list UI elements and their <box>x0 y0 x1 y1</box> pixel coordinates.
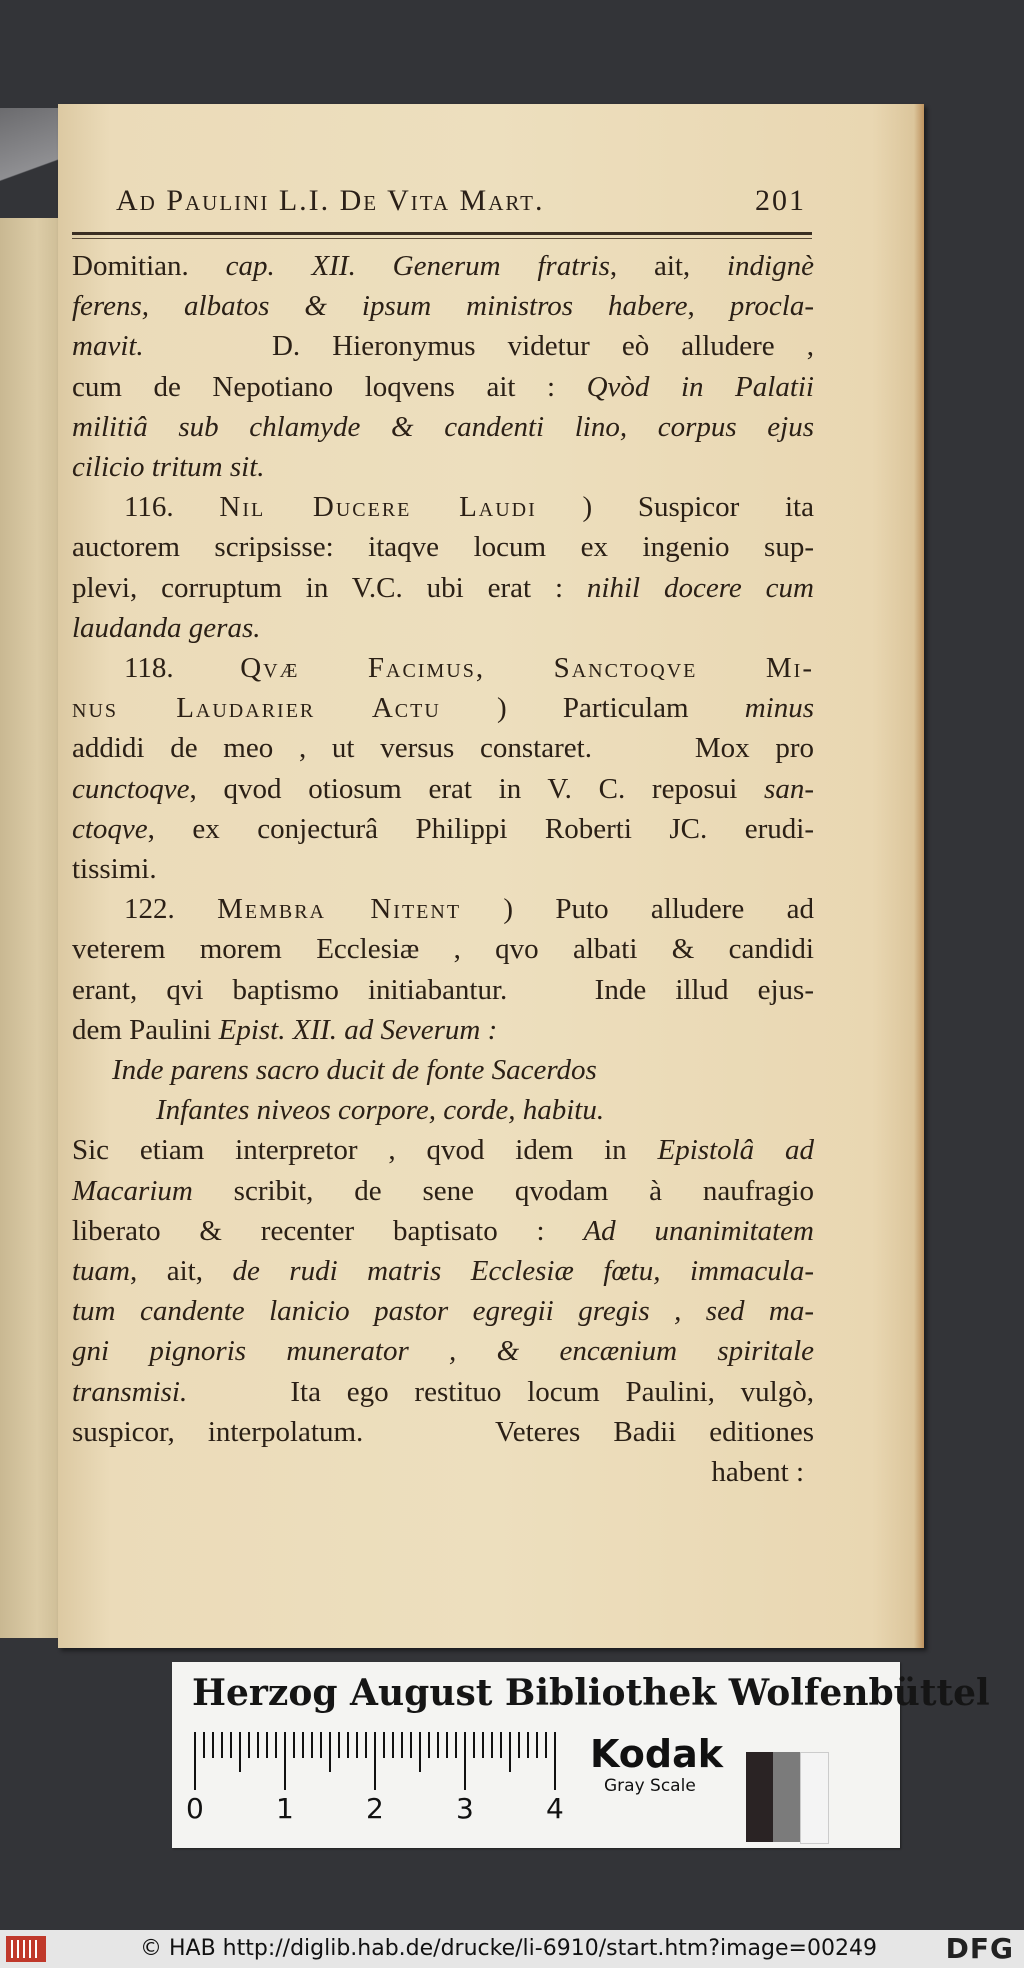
text-line: laudanda geras. <box>72 611 261 644</box>
text-line: mavit. D. Hieronymus videtur eò alludere , <box>72 330 814 363</box>
ruler-number: 4 <box>546 1792 564 1825</box>
text-line: addidi de meo , ut versus constaret. Mox pro <box>72 732 814 765</box>
text-line: Sic etiam interpretor , qvod idem in Epistolâ ad <box>72 1134 815 1167</box>
header-rule-thin <box>72 238 812 239</box>
gray-swatch-dark <box>746 1752 773 1842</box>
text-line: erant, qvi baptismo initiabantur. Inde illud ejus- <box>72 973 814 1006</box>
text-line: liberato & recenter baptisato : Ad unanimitatem <box>72 1214 814 1247</box>
text-line: cum de Nepotiano loqvens ait : Qvòd in Palatii <box>72 370 814 403</box>
gray-swatch-light <box>800 1752 829 1844</box>
header-rule <box>72 232 812 235</box>
text-line: gni pignoris munerator , & encænium spiritale <box>72 1335 814 1368</box>
library-name: Herzog August Bibliothek Wolfenbüttel <box>192 1672 990 1714</box>
gray-swatch-mid <box>773 1752 800 1842</box>
text-line: Infantes niveos corpore, corde, habitu. <box>156 1094 605 1127</box>
text-line: veterem morem Ecclesiæ , qvo albati & candidi <box>72 933 814 966</box>
dfg-logo: DFG <box>945 1932 1014 1965</box>
page-number: 201 <box>755 184 806 217</box>
text-line: tuam, ait, de rudi matris Ecclesiæ fœtu, immacula- <box>72 1255 814 1288</box>
text-line: militiâ sub chlamyde & candenti lino, corpus ejus <box>72 410 814 443</box>
text-line: Domitian. cap. XII. Generum fratris, ait, indignè <box>72 250 814 282</box>
text-line: tum candente lanicio pastor egregii gregis , sed ma- <box>72 1295 814 1328</box>
text-line: auctorem scripsisse: itaqve locum ex ingenio sup- <box>72 531 814 564</box>
ruler-number: 1 <box>276 1792 294 1825</box>
header-title: Ad Paulini L.I. De Vita Mart. <box>116 184 545 217</box>
ruler-number: 2 <box>366 1792 384 1825</box>
page-shadow <box>0 108 58 218</box>
running-header <box>116 184 806 228</box>
hab-logo-icon <box>6 1936 46 1962</box>
page-body-text <box>72 246 814 1492</box>
ruler-number: 3 <box>456 1792 474 1825</box>
footer-bar <box>0 1930 1024 1968</box>
text-line: 122. Membra Nitent ) Puto alludere ad <box>124 893 815 926</box>
text-line: habent : <box>711 1456 804 1489</box>
color-calibration-bar <box>172 1662 990 1848</box>
text-line: Macarium scribit, de sene qvodam à naufragio <box>72 1174 814 1207</box>
text-line: dem Paulini Epist. XII. ad Severum : <box>72 1013 498 1046</box>
text-line: cunctoqve, qvod otiosum erat in V. C. reposui san- <box>72 772 814 805</box>
gray-scale-label: Gray Scale <box>604 1776 696 1796</box>
text-line: ctoqve, ex conjecturâ Philippi Roberti JC. erudi- <box>72 812 814 845</box>
text-line: ferens, albatos & ipsum ministros habere, procla- <box>72 290 814 323</box>
text-line: cilicio tritum sit. <box>72 451 265 484</box>
text-line: nus Laudarier Actu ) Particulam minus <box>72 692 814 725</box>
text-line: Inde parens sacro ducit de fonte Sacerdos <box>112 1054 597 1087</box>
previous-page-edge <box>0 108 62 1638</box>
text-line: plevi, corruptum in V.C. ubi erat : nihil docere cum <box>72 571 814 604</box>
text-line: 118. Qvæ Facimus, Sanctoqve Mi- <box>124 652 814 685</box>
text-line: 116. Nil Ducere Laudi ) Suspicor ita <box>124 491 814 524</box>
book-page <box>58 104 924 1648</box>
ruler-scale <box>192 1732 558 1790</box>
ruler-number: 0 <box>186 1792 204 1825</box>
kodak-logo: Kodak <box>590 1732 723 1776</box>
text-line: suspicor, interpolatum. Veteres Badii editiones <box>72 1415 814 1448</box>
source-link[interactable]: © HAB http://diglib.hab.de/drucke/li-6910/start.htm?image=00249 <box>140 1936 877 1961</box>
text-line: transmisi. Ita ego restituo locum Paulini, vulgò, <box>72 1375 814 1408</box>
text-line: tissimi. <box>72 853 157 886</box>
